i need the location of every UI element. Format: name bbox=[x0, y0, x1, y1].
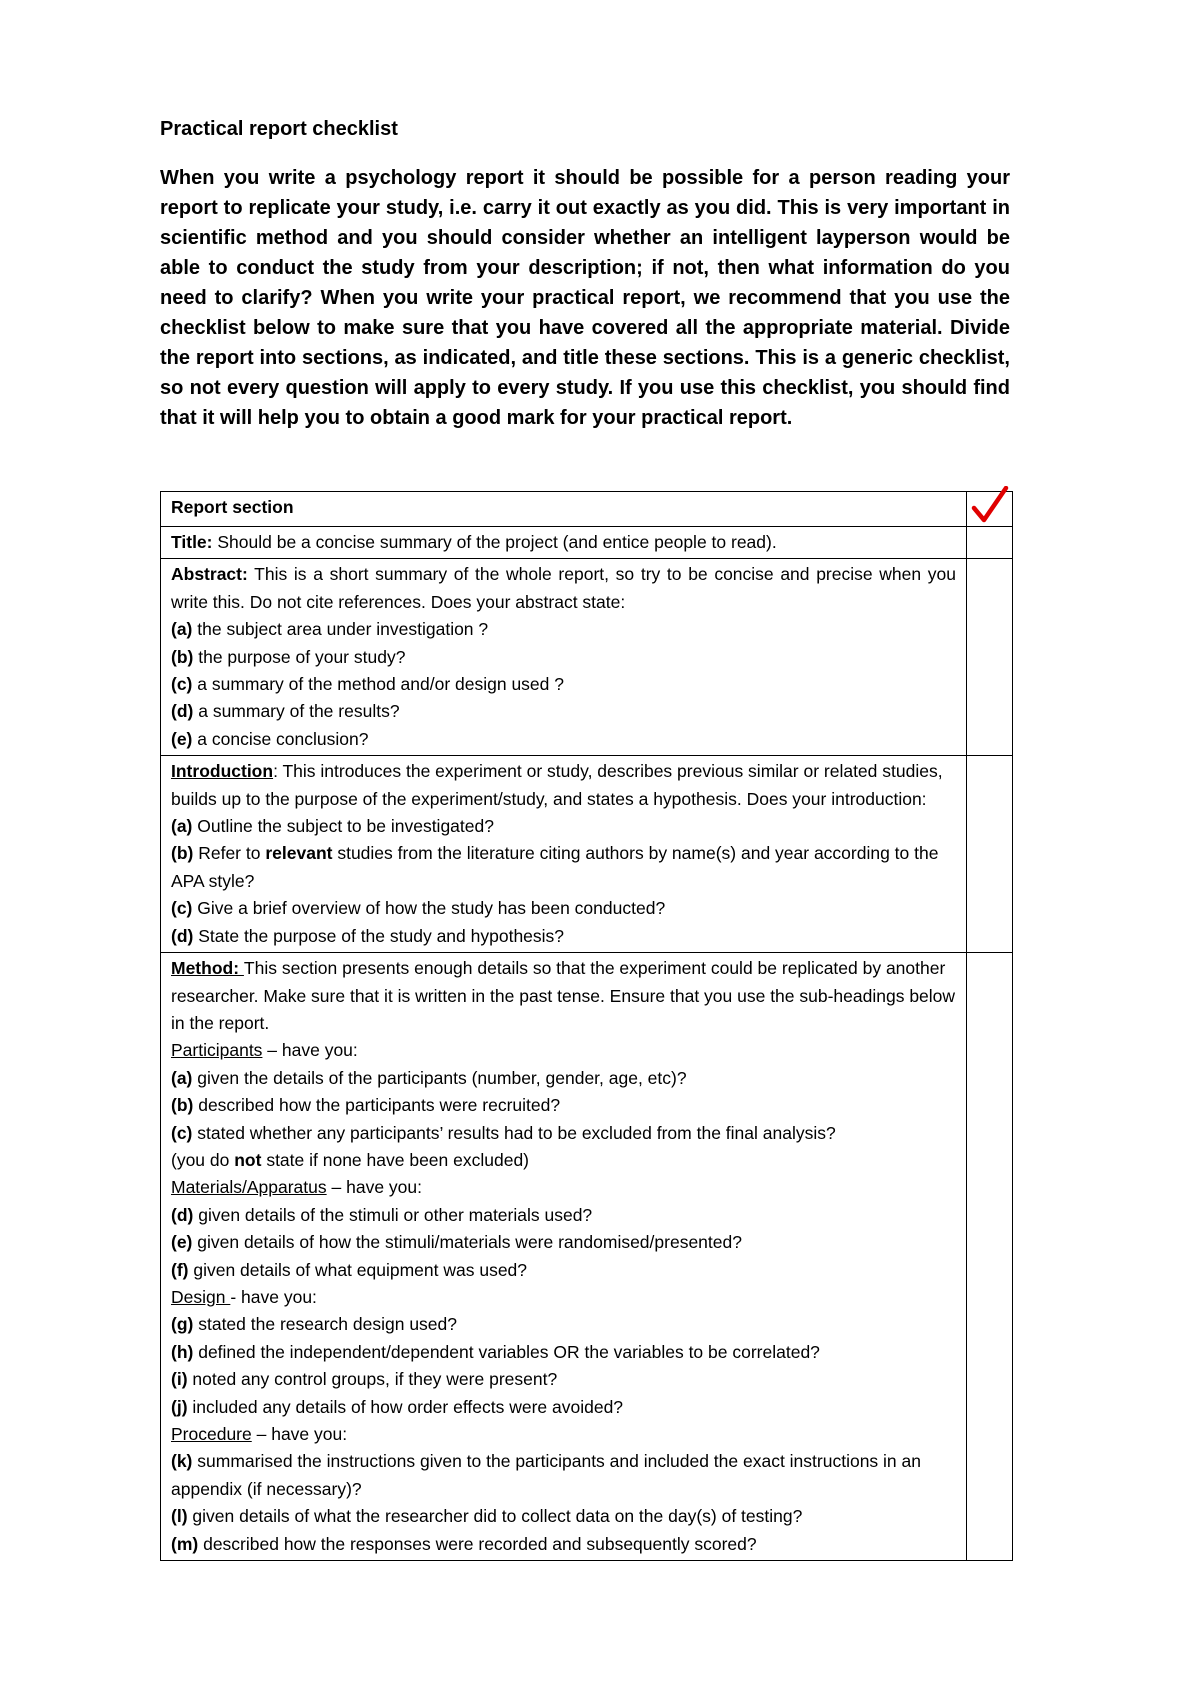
introduction-cell bbox=[161, 756, 967, 953]
introduction-item-c: (c) Give a brief overview of how the study has been conducted? bbox=[171, 898, 666, 919]
abstract-text: This is a short summary of the whole report, so try to be concise and precise when you write this. Do not cite references. Does your abstract state: bbox=[171, 564, 956, 612]
method-item-k: (k) summarised the instructions given to the participants and included the exact instructions in an appendix (if necessary)? bbox=[171, 1451, 921, 1499]
procedure-heading: Procedure – have you: bbox=[171, 1424, 348, 1444]
intro-paragraph: When you write a psychology report it should be possible for a person reading your report to replicate your study, i.e. carry it out exactly as you did. This is very important in scientific method and you should consider whether an intelligent layperson would be able to conduct the study from your description; if not, then what information do you need to clarify? When you write your practical report, we recommend that you use the checklist below to make sure that you have covered all the appropriate material. Divide the report into sections, as indicated, and title these sections. This is a generic checklist, so not every question will apply to every study. If you use this checklist, you should find that it will help you to obtain a good mark for your practical report. bbox=[160, 167, 1010, 429]
abstract-item-b: (b) the purpose of your study? bbox=[171, 646, 406, 667]
abstract-item-c: (c) a summary of the method and/or design used ? bbox=[171, 674, 564, 695]
title-cell bbox=[161, 527, 967, 559]
abstract-item-e: (e) a concise conclusion? bbox=[171, 728, 369, 749]
title-check-cell[interactable] bbox=[967, 527, 1013, 559]
participants-note: (you do not state if none have been excluded) bbox=[171, 1149, 530, 1170]
introduction-check-cell[interactable] bbox=[967, 756, 1013, 953]
abstract-check-cell[interactable] bbox=[967, 559, 1013, 756]
design-heading: Design - have you: bbox=[171, 1286, 317, 1307]
introduction-text: : This introduces the experiment or study, describes previous similar or related studies, builds up to the purpose of the experiment/study, and states a hypothesis. Does your introduction: bbox=[171, 761, 943, 809]
abstract-label: Abstract: bbox=[171, 564, 248, 585]
method-item-e: (e) given details of how the stimuli/materials were randomised/presented? bbox=[171, 1232, 742, 1253]
document-page bbox=[160, 118, 1010, 1561]
method-text: This section presents enough details so that the experiment could be replicated by another researcher. Make sure that it is written in the past tense. Ensure that you use the sub-headings below in the report. bbox=[171, 958, 956, 1033]
introduction-item-b: (b) Refer to relevant studies from the literature citing authors by name(s) and year according to the APA style? bbox=[171, 843, 939, 891]
method-label: Method: bbox=[171, 958, 244, 979]
introduction-item-d: (d) State the purpose of the study and hypothesis? bbox=[171, 925, 565, 946]
method-item-h: (h) defined the independent/dependent variables OR the variables to be correlated? bbox=[171, 1341, 820, 1362]
participants-heading: Participants – have you: bbox=[171, 1040, 358, 1061]
abstract-item-a: (a) the subject area under investigation ? bbox=[171, 619, 489, 640]
table-row-abstract bbox=[161, 559, 1013, 756]
abstract-item-d: (d) a summary of the results? bbox=[171, 701, 400, 722]
method-item-m: (m) described how the responses were recorded and subsequently scored? bbox=[171, 1533, 757, 1554]
introduction-item-a: (a) Outline the subject to be investigated? bbox=[171, 816, 494, 837]
title-text: Should be a concise summary of the project (and entice people to read). bbox=[212, 532, 777, 552]
header-check-cell bbox=[967, 492, 1013, 527]
introduction-intro bbox=[171, 758, 956, 813]
method-item-l: (l) given details of what the researcher did to collect data on the day(s) of testing? bbox=[171, 1506, 803, 1527]
method-item-g: (g) stated the research design used? bbox=[171, 1314, 458, 1335]
table-row-title bbox=[161, 527, 1013, 559]
method-item-b: (b) described how the participants were recruited? bbox=[171, 1095, 561, 1116]
title-label: Title: bbox=[171, 532, 213, 552]
method-item-d: (d) given details of the stimuli or other materials used? bbox=[171, 1204, 593, 1225]
method-item-j: (j) included any details of how order effects were avoided? bbox=[171, 1396, 624, 1417]
table-row-method bbox=[161, 953, 1013, 1561]
materials-heading: Materials/Apparatus – have you: bbox=[171, 1177, 422, 1198]
method-check-cell[interactable] bbox=[967, 953, 1013, 1561]
table-header-row bbox=[161, 492, 1013, 527]
checklist-table bbox=[160, 491, 1013, 1561]
checkmark-icon bbox=[970, 486, 1010, 526]
document-title: Practical report checklist bbox=[160, 118, 398, 140]
abstract-cell bbox=[161, 559, 967, 756]
method-item-i: (i) noted any control groups, if they were present? bbox=[171, 1369, 558, 1390]
introduction-label: Introduction bbox=[171, 761, 274, 782]
method-item-f: (f) given details of what equipment was used? bbox=[171, 1259, 528, 1280]
method-intro bbox=[171, 955, 956, 1037]
abstract-intro bbox=[171, 561, 956, 616]
table-row-introduction bbox=[161, 756, 1013, 953]
method-item-c: (c) stated whether any participants’ results had to be excluded from the final analysis? bbox=[171, 1122, 836, 1143]
header-report-section: Report section bbox=[161, 492, 967, 527]
method-cell bbox=[161, 953, 967, 1561]
method-item-a: (a) given the details of the participants (number, gender, age, etc)? bbox=[171, 1067, 687, 1088]
